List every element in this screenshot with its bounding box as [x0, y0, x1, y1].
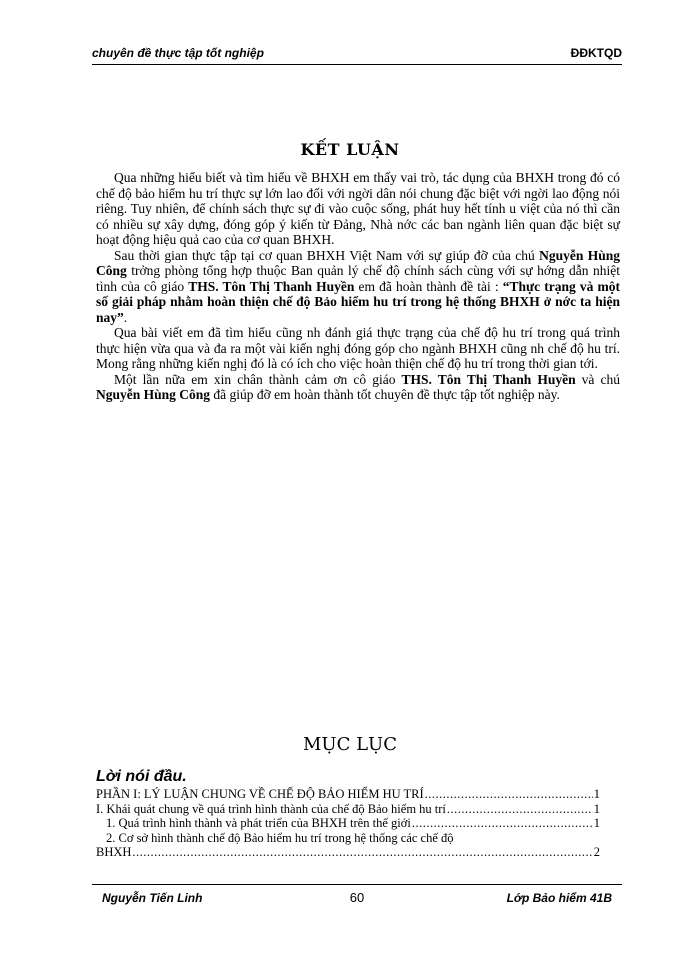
- mentor-name: Nguyễn Hùng Công: [96, 247, 621, 278]
- toc-entry-text: PHẦN I: LÝ LUẬN CHUNG VỀ CHẾ ĐỘ BẢO HIỂM HU TRÍ: [96, 787, 424, 801]
- conclusion-title: KẾT LUẬN: [300, 140, 400, 159]
- conclusion-paragraph-4: [96, 372, 620, 403]
- thesis-topic: “Thực trạng và một số giải pháp nhằm hoàn thiện chế độ Bảo hiểm hu trí trong hệ thống BHXH ở nớc ta hiện nay”: [96, 278, 620, 325]
- toc-leader: [132, 845, 592, 860]
- toc-entry[interactable]: [96, 787, 600, 802]
- toc-leader: [447, 802, 593, 817]
- toc-page-number: 1: [593, 787, 600, 801]
- text-span: Sau thời gian thực tập tại cơ quan BHXH Việt Nam với sự giúp đỡ của chú: [114, 247, 540, 263]
- text-span: Một lần nữa em xin chân thành cảm ơn cô giáo: [114, 371, 402, 387]
- footer-author: Nguyễn Tiến Linh: [102, 891, 203, 905]
- header-university: ĐĐKTQD: [570, 46, 622, 60]
- page-footer: [92, 884, 622, 911]
- footer-class: Lớp Bảo hiểm 41B: [506, 891, 612, 905]
- toc-entry-text: 2. Cơ sở hình thành chế độ Bảo hiểm hu trí trong hệ thống các chế độ: [106, 830, 454, 845]
- table-of-contents: [96, 768, 600, 860]
- toc-entry[interactable]: [96, 816, 600, 831]
- page-header: [92, 42, 622, 65]
- toc-entry[interactable]: [96, 802, 600, 817]
- teacher-name: THS. Tôn Thị Thanh Huyền: [188, 278, 355, 294]
- footer-page-number: 60: [349, 890, 365, 905]
- teacher-name: THS. Tôn Thị Thanh Huyền: [401, 371, 576, 387]
- toc-title: MỤC LỤC: [303, 734, 397, 755]
- text-span: đã giúp đỡ em hoàn thành tốt chuyên đề thực tập tốt nghiệp này.: [210, 387, 560, 402]
- toc-page-number: 1: [593, 816, 600, 830]
- text-span: trởng phòng tổng hợp thuộc Ban quản lý chế độ chính sách cùng với sự hớng dẫn nhiệt tình của cô giáo: [96, 263, 620, 294]
- text-span: .: [123, 309, 128, 325]
- header-subject: chuyên đề thực tập tốt nghiệp: [92, 46, 264, 60]
- mentor-name: Nguyễn Hùng Công: [96, 387, 211, 402]
- text-span: và chú: [575, 371, 620, 387]
- conclusion-paragraph-3: Qua bài viết em đã tìm hiểu cũng nh đánh giá thực trạng của chế độ hu trí trong quá trình thực hiện vừa qua và đa ra một vài kiến nghị đóng góp cho ngành BHXH cũng nh chế độ hu trí. Mong rằng những kiến nghị đó là có ích cho việc hoàn thiện chế độ hu trí trong thời gian tới.: [96, 325, 620, 371]
- toc-leader: [412, 816, 593, 831]
- toc-leader: [425, 787, 593, 802]
- toc-intro[interactable]: Lời nói đầu.: [96, 768, 187, 785]
- toc-page-number: 2: [593, 845, 600, 859]
- toc-page-number: 1: [593, 801, 600, 816]
- conclusion-paragraph-1: Qua những hiểu biết và tìm hiểu về BHXH em thấy vai trò, tác dụng của BHXH trong đó có chế độ bảo hiểm hu trí thực sự lớn lao đối với ngời dân nói chung đặc biệt với ngời lao động nói riêng. Tuy nhiên, để chính sách thực sự đi vào cuộc sống, phát huy hết tính u việt của nó thì cần có nhiều sự xây dựng, đóng góp ý kiến từ Đảng, Nhà nớc các ban ngành liên quan đặc biệt sự hoạt động hiệu quả cao của cơ quan BHXH.: [96, 170, 620, 247]
- toc-entry-text: I. Khái quát chung về quá trình hình thành của chế độ Bảo hiểm hu trí: [96, 801, 446, 816]
- conclusion-paragraph-2: [96, 248, 620, 326]
- text-span: em đã hoàn thành đề tài :: [354, 278, 503, 294]
- toc-entry-text: BHXH: [96, 845, 132, 859]
- toc-entry[interactable]: [96, 831, 600, 846]
- toc-entry-continuation[interactable]: [96, 845, 600, 860]
- toc-entry-text: 1. Quá trình hình thành và phát triển của BHXH trên thế giới: [106, 816, 411, 830]
- conclusion-body: [96, 170, 620, 403]
